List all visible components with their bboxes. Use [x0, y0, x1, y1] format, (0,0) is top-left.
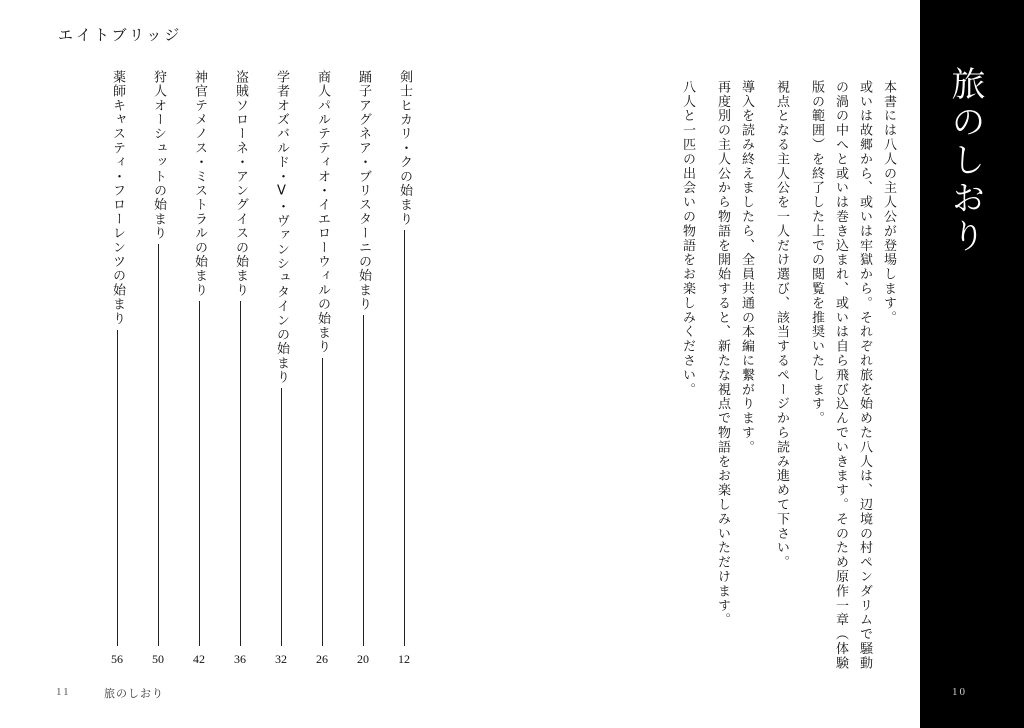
toc-item-label: 学者オズバルド・V・ヴァンシュタインの始まり [274, 70, 289, 385]
toc-item-page: 36 [234, 652, 246, 666]
toc-item-label: 盗賊ソローネ・アングイスの始まり [233, 70, 248, 298]
toc-item-page: 42 [193, 652, 205, 666]
intro-paragraph: 視点となる主人公を一人だけ選び、該当するページから読み進めて下さい。 [774, 80, 789, 570]
toc-item-page: 50 [152, 652, 164, 666]
toc-item-osvald[interactable] [271, 70, 291, 666]
intro-paragraph: 或いは故郷から、或いは牢獄から。それぞれ旅を始めた八人は、辺境の村ペンダリムで騒動の渦の中へと或いは巻き込まれ、或いは自ら飛び込んでいきます。そのため原作一章（体験版の範囲）を終了した上での閲覧を推奨いたします。 [809, 80, 872, 671]
series-title: エイトブリッジ [58, 26, 183, 44]
running-head: 旅のしおり [104, 687, 164, 700]
toc-leader-line [281, 388, 282, 646]
toc-item-page: 26 [316, 652, 328, 666]
toc-leader-line [363, 315, 364, 646]
toc-item-throne[interactable] [230, 70, 250, 666]
intro-paragraph: 導入を読み終えましたら、全員共通の本編に繋がります。 [739, 80, 754, 455]
intro-paragraph: 八人と一匹の出会いの物語をお楽しみください。 [680, 80, 695, 397]
toc-leader-line [240, 301, 241, 646]
toc-item-page: 20 [357, 652, 369, 666]
toc-item-agnea[interactable] [353, 70, 373, 666]
toc-item-label: 剣士ヒカリ・クの始まり [397, 70, 412, 227]
toc-item-page: 32 [275, 652, 287, 666]
toc-item-label: 狩人オーシュットの始まり [151, 70, 166, 241]
intro-text [675, 80, 900, 680]
page-title: 旅のしおり [945, 66, 985, 256]
left-page-number: 11 [56, 686, 71, 698]
toc-item-partitio[interactable] [312, 70, 332, 666]
toc-item-label: 商人パルテティオ・イエローウィルの始まり [315, 70, 330, 354]
toc-item-label: 踊子アグネア・ブリスターニの始まり [356, 70, 371, 312]
toc-item-label: 薬師キャスティ・フローレンツの始まり [110, 70, 125, 326]
toc-item-page: 12 [398, 652, 410, 666]
right-page-number: 10 [952, 686, 967, 698]
intro-paragraph: 本書には八人の主人公が登場します。 [881, 80, 896, 325]
toc-item-page: 56 [111, 652, 123, 666]
toc-item-ochette[interactable] [148, 70, 168, 666]
toc-leader-line [199, 301, 200, 646]
toc-leader-line [404, 230, 405, 646]
toc-item-label: 神官テメノス・ミストラルの始まり [192, 70, 207, 298]
toc-item-castti[interactable] [107, 70, 127, 666]
toc-leader-line [322, 358, 323, 646]
toc-leader-line [117, 330, 118, 646]
intro-paragraph: 再度別の主人公から物語を開始すると、新たな視点で物語をお楽しみいただけます。 [715, 80, 730, 628]
toc-item-temenos[interactable] [189, 70, 209, 666]
toc-item-hikari[interactable] [394, 70, 414, 666]
toc-leader-line [158, 244, 159, 646]
